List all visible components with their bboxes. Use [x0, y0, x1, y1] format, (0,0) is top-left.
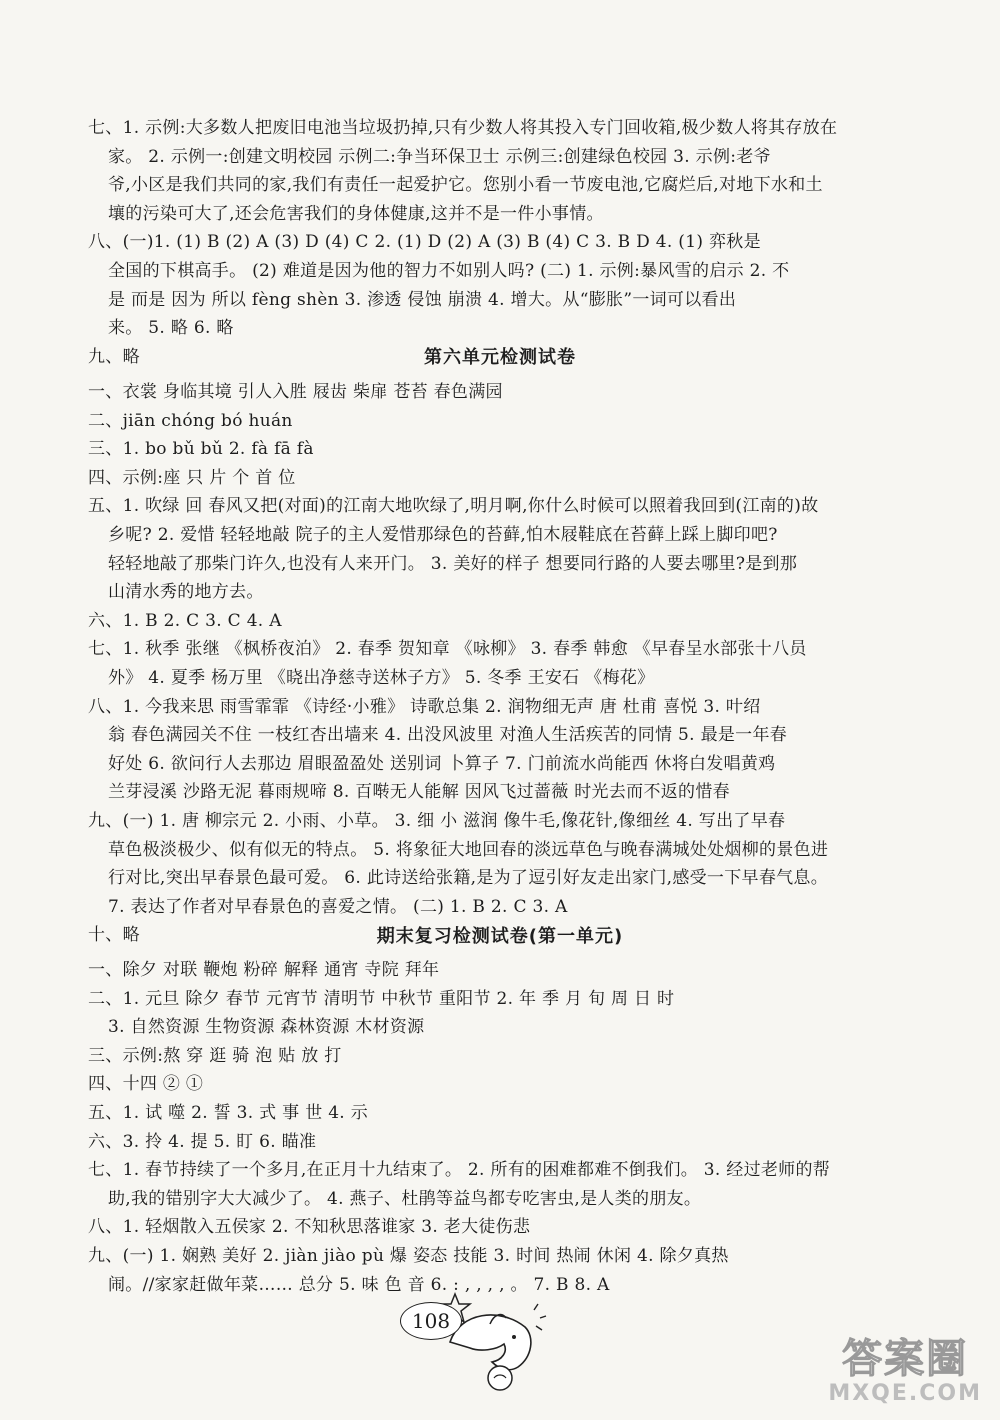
answer-line: 四、示例:座 只 片 个 首 位 — [88, 467, 296, 488]
answer-line: 轻轻地敲了那柴门许久,也没有人来开门。 3. 美好的样子 想要同行路的人要去哪里?是到那 — [108, 553, 798, 574]
watermark-url: MXQE.COM — [828, 1381, 982, 1406]
answer-line: 是 而是 因为 所以 fèng shèn 3. 渗透 侵蚀 崩溃 4. 增大。从“膨胀”一词可以看出 — [108, 289, 737, 310]
answer-line: 7. 表达了作者对早春景色的喜爱之情。 (二) 1. B 2. C 3. A — [108, 896, 568, 917]
answer-line: 九、(一) 1. 唐 柳宗元 2. 小雨、小草。 3. 细 小 滋润 像牛毛,像花针,像细丝 4. 写出了早春 — [88, 810, 786, 831]
answer-line: 三、1. bo bǔ bǔ 2. fà fā fà — [88, 439, 314, 460]
answer-line: 一、除夕 对联 鞭炮 粉碎 解释 通宵 寺院 拜年 — [88, 960, 440, 980]
answer-line: 八、(一)1. (1) B (2) A (3) D (4) C 2. (1) D (2) A (3) B (4) C 3. B D 4. (1) 弈秋是 — [88, 232, 761, 253]
answer-line: 闹。//家家赶做年菜…… 总分 5. 味 色 音 6. : , , , , 。 7. B 8. A — [108, 1274, 610, 1295]
answer-line: 外》 4. 夏季 杨万里 《晓出净慈寺送林子方》 5. 冬季 王安石 《梅花》 — [108, 667, 655, 688]
answer-line: 兰芽浸溪 沙路无泥 暮雨规啼 8. 百啭无人能解 因风飞过蔷薇 时光去而不返的惜春 — [108, 782, 730, 803]
answer-line: 翁 春色满园关不住 一枝红杏出墙来 4. 出没风波里 对渔人生活疾苦的同情 5. 最是一年春 — [108, 725, 788, 746]
answer-line: 3. 自然资源 生物资源 森林资源 木材资源 — [108, 1017, 425, 1038]
answer-line: 十、略 — [88, 925, 140, 946]
watermark-logo-text: 答案圈 — [842, 1336, 969, 1382]
answer-line: 全国的下棋高手。 (2) 难道是因为他的智力不如别人吗? (二) 1. 示例:暴风雪的启示 2. 不 — [108, 260, 790, 281]
answer-line: 草色极淡极少、似有似无的特点。 5. 将象征大地回春的淡远草色与晚春满城处处烟柳的景色进 — [108, 839, 829, 860]
answer-line: 助,我的错别字大大减少了。 4. 燕子、杜鹃等益鸟都专吃害虫,是人类的朋友。 — [108, 1188, 702, 1209]
answer-line: 五、1. 试 噬 2. 誓 3. 式 事 世 4. 示 — [88, 1102, 369, 1123]
dolphin-icon — [430, 1282, 550, 1392]
final-review-title: 期末复习检测试卷(第一单元) — [376, 926, 624, 947]
answer-line: 八、1. 轻烟散入五侯家 2. 不知秋思落谁家 3. 老大徒伤悲 — [88, 1217, 531, 1238]
answer-line: 家。 2. 示例一:创建文明校园 示例二:争当环保卫士 示例三:创建绿色校园 3. 示例:老爷 — [108, 146, 771, 167]
answer-line: 行对比,突出早春景色最可爱。 6. 此诗送给张籍,是为了逗引好友走出家门,感受一下早春气息。 — [108, 868, 829, 889]
answer-line: 好处 6. 欲问行人去那边 眉眼盈盈处 送别词 卜算子 7. 门前流水尚能西 休将白发唱黄鸡 — [108, 753, 776, 774]
page-number: 108 — [400, 1302, 462, 1340]
answer-line: 八、1. 今我来思 雨雪霏霏 《诗经·小雅》 诗歌总集 2. 润物细无声 唐 杜甫 喜悦 3. 叶绍 — [88, 696, 761, 717]
section-unit6-answers — [88, 378, 868, 950]
answer-line: 来。 5. 略 6. 略 — [108, 318, 234, 339]
answer-line: 七、1. 示例:大多数人把废旧电池当垃圾扔掉,只有少数人将其投入专门回收箱,极少数人将其存放在 — [88, 118, 838, 138]
answer-line: 六、1. B 2. C 3. C 4. A — [88, 610, 282, 631]
answer-line: 七、1. 秋季 张继 《枫桥夜泊》 2. 春季 贺知章 《咏柳》 3. 春季 韩愈 《早春呈水部张十八员 — [88, 639, 807, 660]
unit6-title: 第六单元检测试卷 — [424, 347, 576, 368]
answer-line: 乡呢? 2. 爱惜 轻轻地敲 院子的主人爱惜那绿色的苔藓,怕木屐鞋底在苔藓上踩上脚印吧? — [108, 524, 778, 545]
section-prev-unit-answers — [88, 114, 868, 371]
answer-line: 六、3. 拎 4. 提 5. 盯 6. 瞄准 — [88, 1131, 317, 1152]
answer-line: 四、十四 ② ① — [88, 1074, 204, 1095]
answer-line: 五、1. 吹绿 回 春风又把(对面)的江南大地吹绿了,明月啊,你什么时候可以照着我回到(江南的)故 — [88, 496, 819, 517]
answer-line: 山清水秀的地方去。 — [108, 582, 264, 603]
section-final-review-answers — [88, 956, 868, 1299]
answer-line: 二、jiān chóng bó huán — [88, 410, 293, 431]
answer-line: 爷,小区是我们共同的家,我们有责任一起爱护它。您别小看一节废电池,它腐烂后,对地下水和土 — [108, 175, 823, 196]
answer-line: 一、衣裳 身临其境 引人入胜 屐齿 柴扉 苍苔 春色满园 — [88, 382, 503, 402]
site-watermark — [828, 1337, 982, 1406]
answer-line: 九、(一) 1. 娴熟 美好 2. jiàn jiào pù 爆 姿态 技能 3. 时间 热闹 休闲 4. 除夕真热 — [88, 1245, 729, 1266]
answer-line: 二、1. 元旦 除夕 春节 元宵节 清明节 中秋节 重阳节 2. 年 季 月 旬 周 日 时 — [88, 988, 675, 1009]
answer-line: 三、示例:熬 穿 逛 骑 泡 贴 放 打 — [88, 1045, 342, 1066]
answer-line: 壤的污染可大了,还会危害我们的身体健康,这并不是一件小事情。 — [108, 203, 604, 224]
answer-line: 九、略 — [88, 346, 140, 367]
answer-line: 七、1. 春节持续了一个多月,在正月十九结束了。 2. 所有的困难都难不倒我们。 3. 经过老师的帮 — [88, 1160, 831, 1181]
